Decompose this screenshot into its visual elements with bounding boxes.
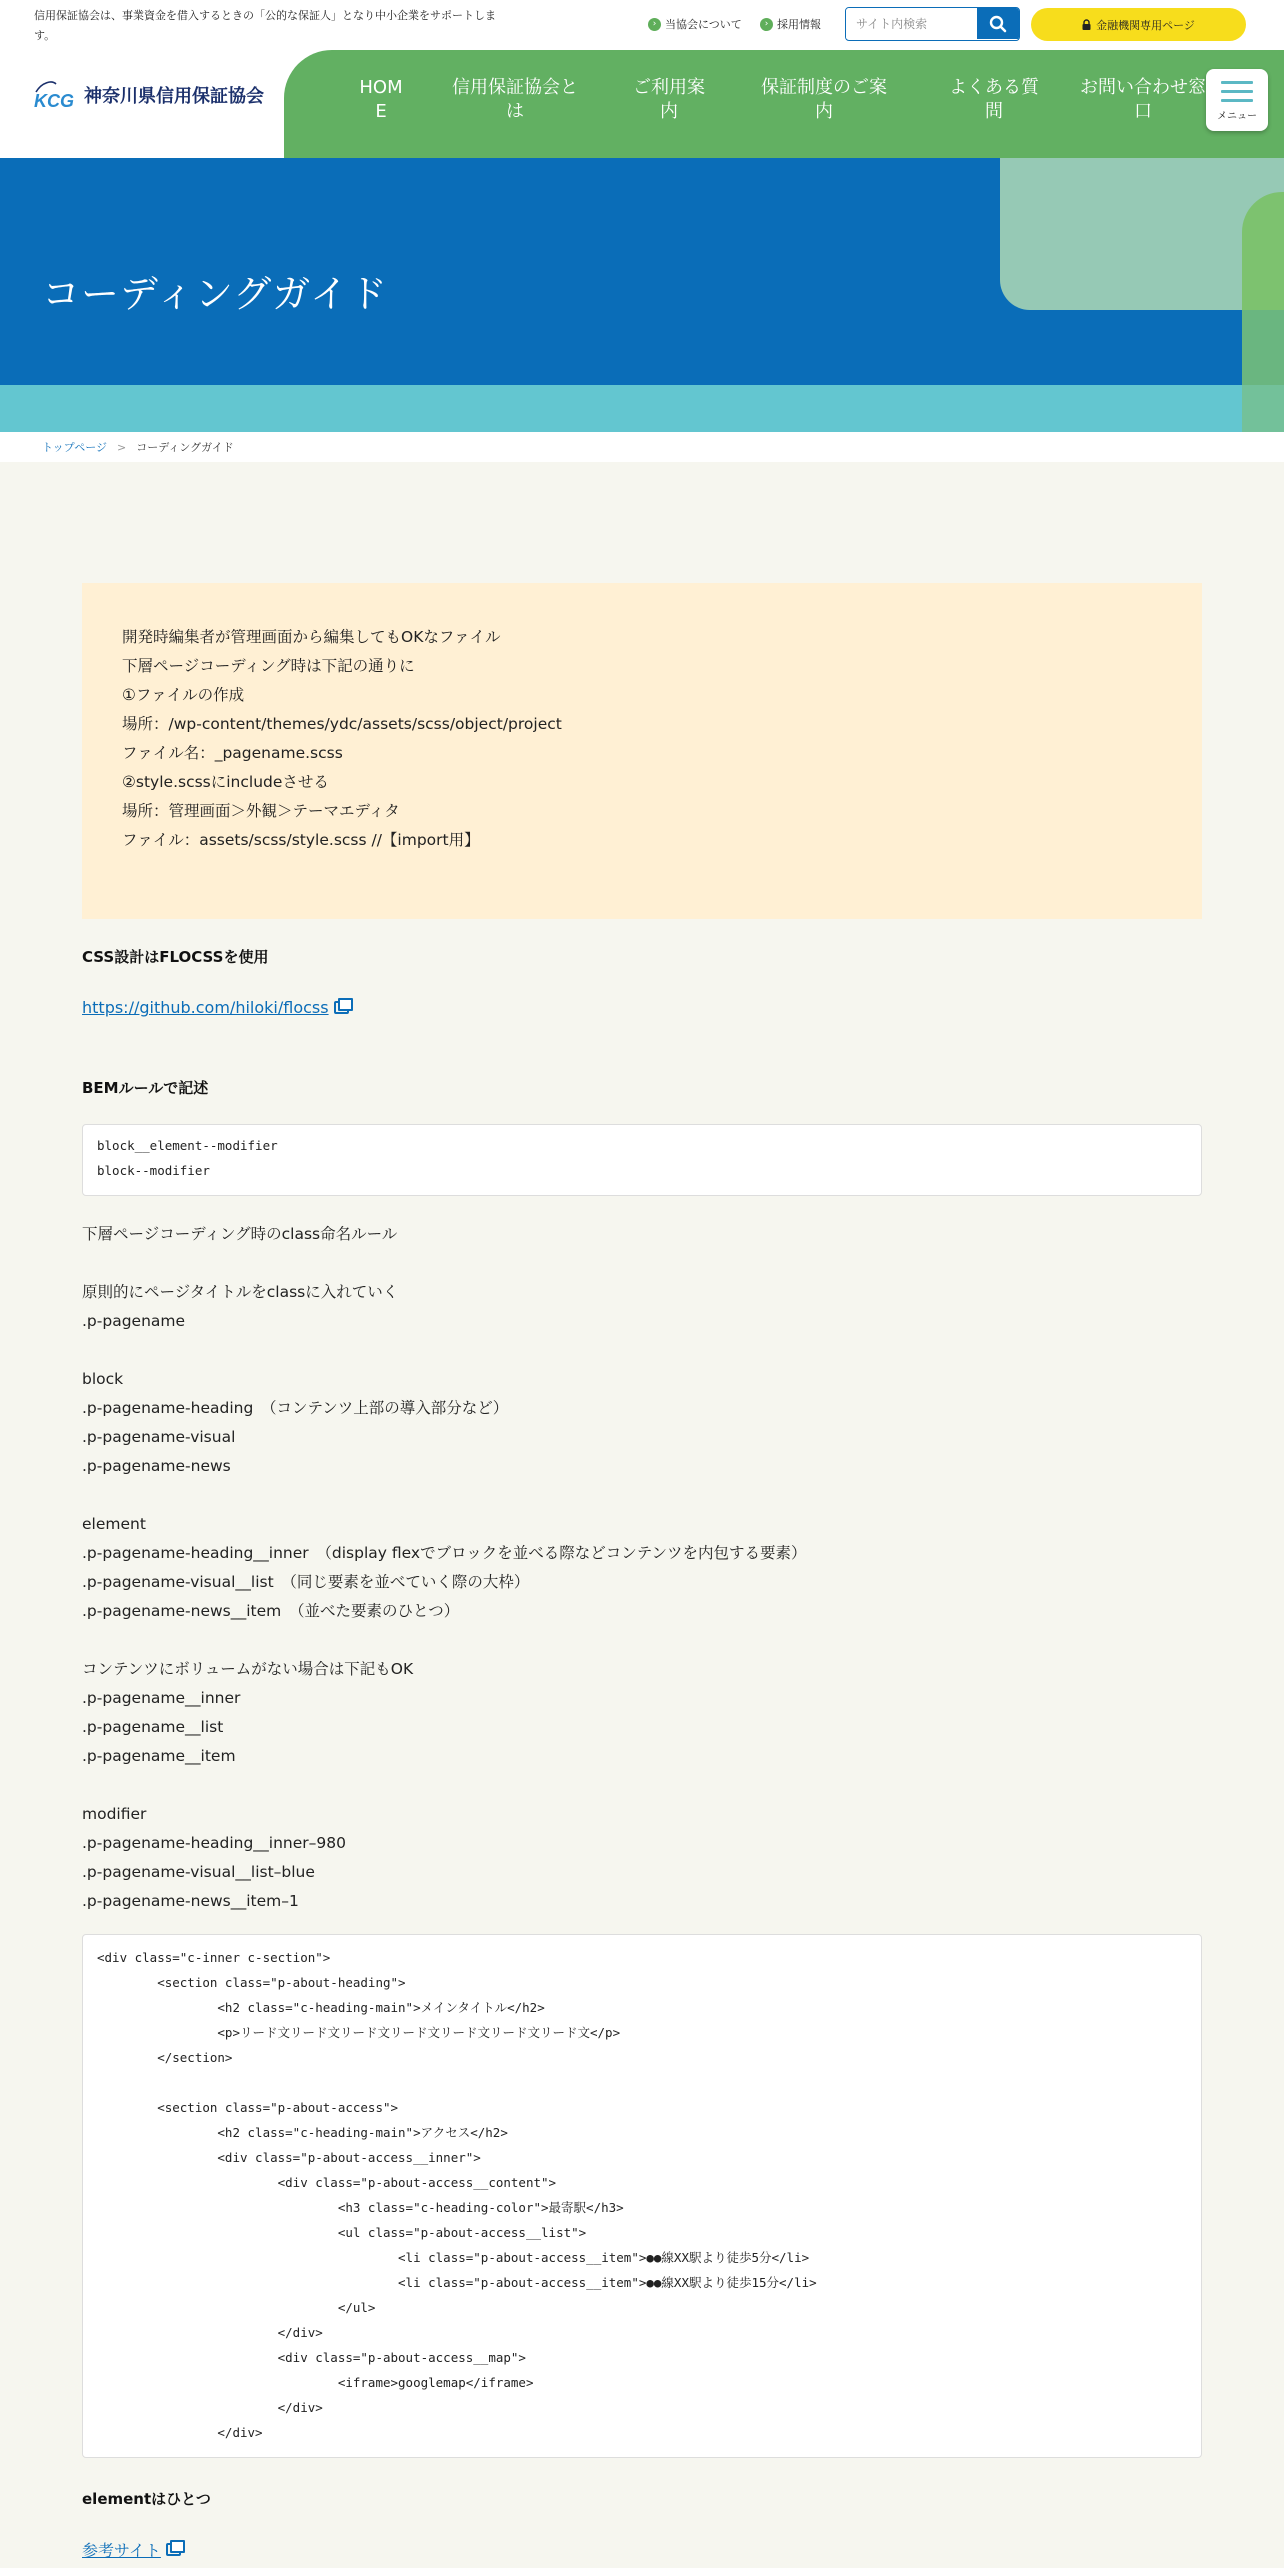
note-line: ①ファイルの作成	[122, 686, 245, 704]
flocss-link-text: https://github.com/hiloki/flocss	[82, 998, 329, 1017]
text-line: .p-pagename-news__item （並べた要素のひとつ）	[82, 1602, 460, 1620]
text-line: 原則的にページタイトルをclassに入れていく	[82, 1283, 399, 1301]
breadcrumb-current: コーディングガイド	[136, 441, 234, 454]
text-line: .p-pagename-heading__inner （display flexでブロックを並べる際などコンテンツを内包する要素）	[82, 1544, 807, 1562]
site-tagline: 信用保証協会は、事業資金を借入するときの「公的な保証人」となり中小企業をサポートします。	[34, 9, 496, 42]
menu-label: メニュー	[1217, 111, 1257, 122]
search-input[interactable]	[846, 8, 978, 39]
editor-note-box	[82, 583, 1202, 919]
hero-decoration	[1242, 310, 1284, 385]
site-search	[845, 7, 1020, 41]
text-line	[82, 1249, 1182, 1278]
flocss-heading: CSS設計はFLOCSSを使用	[82, 948, 269, 966]
search-button[interactable]	[977, 8, 1019, 39]
recruit-link[interactable]	[760, 14, 821, 34]
breadcrumb-home-link[interactable]: トップページ	[42, 441, 108, 454]
code-line: <div class="p-about-access__content">	[97, 2175, 557, 2190]
code-line: <h2 class="c-heading-main">アクセス</h2>	[97, 2125, 508, 2140]
hero-band	[0, 385, 1284, 432]
code-line: <section class="p-about-access">	[97, 2100, 399, 2115]
text-line: .p-pagename-heading__inner–980	[82, 1834, 346, 1852]
search-icon	[989, 15, 1007, 33]
main-nav	[284, 50, 1284, 158]
svg-text:KCG: KCG	[34, 91, 74, 110]
text-line: element	[82, 1515, 146, 1533]
text-line: .p-pagename-visual	[82, 1428, 236, 1446]
code-line: block--modifier	[97, 1163, 210, 1178]
text-line: .p-pagename__list	[82, 1718, 224, 1736]
about-association-label: 当協会について	[665, 18, 742, 31]
nav-home[interactable]: HOM E	[359, 77, 403, 122]
site-logo[interactable]	[34, 80, 264, 110]
kcg-logo-mark	[34, 80, 78, 110]
note-line: 開発時編集者が管理画面から編集してもOKなファイル	[122, 628, 501, 646]
top-utility-bar	[0, 0, 1284, 50]
code-line: </div>	[97, 2400, 323, 2415]
logo-text: 神奈川県信用保証協会	[84, 86, 264, 107]
code-line: </section>	[97, 2050, 233, 2065]
nav-guarantee[interactable]: 保証制度のご案 内	[761, 77, 887, 122]
text-line: .p-pagename-visual__list （同じ要素を並べていく際の大枠）	[82, 1573, 530, 1591]
element-heading: elementはひとつ	[82, 2490, 211, 2508]
chevron-right-icon: ›	[648, 18, 661, 31]
bem-code-block	[82, 1124, 1202, 1196]
text-line: .p-pagename-visual__list–blue	[82, 1863, 315, 1881]
hamburger-icon	[1221, 81, 1253, 84]
hero-decoration	[1242, 385, 1284, 432]
note-line: ②style.scssにincludeさせる	[122, 773, 329, 791]
code-line: <p>リード文リード文リード文リード文リード文リード文リード文</p>	[97, 2025, 621, 2040]
text-line	[82, 1626, 1182, 1655]
nav-contact[interactable]: お問い合わせ窓 口	[1080, 77, 1206, 122]
text-line: .p-pagename-news__item–1	[82, 1892, 299, 1910]
chevron-right-icon: ›	[760, 18, 773, 31]
text-line: modifier	[82, 1805, 147, 1823]
note-line: ファイル：assets/scss/style.scss //【import用】	[122, 831, 480, 849]
note-line: 場所：/wp-content/themes/ydc/assets/scss/object/project	[122, 715, 562, 733]
code-line: <li class="p-about-access__item">●●線XX駅より徒歩5分</li>	[97, 2250, 810, 2265]
note-line: ファイル名：_pagename.scss	[122, 744, 343, 762]
bem-heading: BEMルールで記述	[82, 1079, 209, 1097]
nav-faq[interactable]: よくある質 問	[949, 77, 1039, 122]
note-line: 下層ページコーディング時は下記の通りに	[122, 657, 415, 675]
text-line	[82, 1771, 1182, 1800]
code-line: </div>	[97, 2325, 323, 2340]
note-line: 場所：管理画面＞外観＞テーマエディタ	[122, 802, 400, 820]
member-page-label: 金融機関専用ページ	[1096, 18, 1195, 32]
member-page-button[interactable]	[1031, 8, 1246, 41]
text-line: block	[82, 1370, 124, 1388]
text-line: コンテンツにボリュームがない場合は下記もOK	[82, 1660, 414, 1678]
text-line	[82, 1336, 1182, 1365]
text-line: .p-pagename__item	[82, 1747, 236, 1765]
breadcrumb	[0, 432, 1284, 462]
example-code-block	[82, 1934, 1202, 2458]
nav-guide[interactable]: ご利用案 内	[633, 77, 705, 122]
code-line: <h3 class="c-heading-color">最寄駅</h3>	[97, 2200, 624, 2215]
code-line: <div class="c-inner c-section">	[97, 1950, 331, 1965]
code-line: <div class="p-about-access__inner">	[97, 2150, 481, 2165]
code-line: <iframe>googlemap</iframe>	[97, 2375, 534, 2390]
lock-icon	[1082, 19, 1091, 30]
text-line: .p-pagename-heading （コンテンツ上部の導入部分など）	[82, 1399, 509, 1417]
code-line: <ul class="p-about-access__list">	[97, 2225, 587, 2240]
code-line: </div>	[97, 2425, 263, 2440]
breadcrumb-separator: >	[117, 440, 127, 454]
nav-about[interactable]: 信用保証協会と は	[452, 77, 578, 122]
code-line: <div class="p-about-access__map">	[97, 2350, 526, 2365]
code-line: <li class="p-about-access__item">●●線XX駅より徒歩15分</li>	[97, 2275, 817, 2290]
code-line: <h2 class="c-heading-main">メインタイトル</h2>	[97, 2000, 545, 2015]
hamburger-menu-button[interactable]	[1206, 69, 1268, 131]
flocss-link[interactable]	[82, 998, 349, 1017]
page-title: コーディングガイド	[42, 272, 389, 316]
code-line	[97, 2070, 1187, 2095]
text-line: .p-pagename	[82, 1312, 186, 1330]
text-line: 下層ページコーディング時のclass命名ルール	[82, 1225, 398, 1243]
external-link-icon	[334, 1001, 349, 1014]
recruit-label: 採用情報	[777, 18, 821, 31]
text-line: .p-pagename-news	[82, 1457, 231, 1475]
text-line	[82, 1481, 1182, 1510]
naming-rules-text	[82, 1220, 1182, 1916]
reference-site-link-text: 参考サイト	[82, 2541, 161, 2560]
code-line: block__element--modifier	[97, 1138, 278, 1153]
reference-site-link[interactable]	[82, 2538, 181, 2561]
external-link-icon	[166, 2543, 181, 2556]
code-line: </ul>	[97, 2300, 376, 2315]
text-line: .p-pagename__inner	[82, 1689, 241, 1707]
code-line: <section class="p-about-heading">	[97, 1975, 406, 1990]
about-association-link[interactable]	[648, 14, 742, 34]
